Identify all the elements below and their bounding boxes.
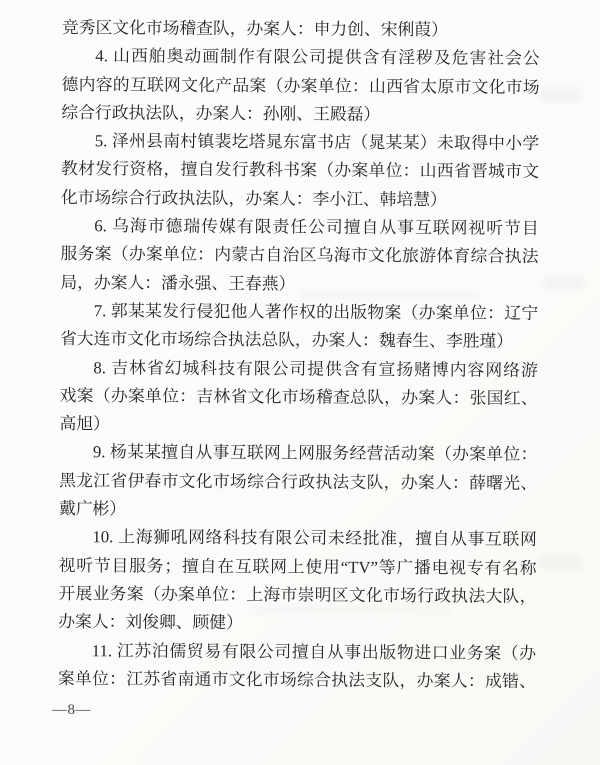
case-line: 综合行政执法队，办案人：孙刚、王殿磊） <box>61 102 381 124</box>
case-line: 7. 郭某某发行侵犯他人著作权的出版物案（办案单位：辽宁 <box>93 301 539 323</box>
case-line: 服务案（办案单位：内蒙古自治区乌海市文化旅游体育综合执法 <box>60 244 539 267</box>
case-line: 开展业务案（办案单位：上海市崇明区文化市场行政执法大队， <box>58 583 537 606</box>
page-number: —8— <box>52 702 91 718</box>
case-line: 省大连市文化市场综合执法总队，办案人：魏春生、李胜瑾） <box>59 329 514 352</box>
case-line: 9. 杨某某擅自从事互联网上网服务经营活动案（办案单位： <box>92 442 538 465</box>
case-line: 11. 江苏泊儒贸易有限公司擅自从事出版物进口业务案（办 <box>91 640 537 663</box>
case-line: 10. 上海狮吼网络科技有限公司未经批准，擅自从事互联网 <box>92 527 537 550</box>
case-line: 化市场综合行政执法队，办案人：李小江、韩培慧） <box>60 187 447 210</box>
case-line: 4. 山西舶奥动画制作有限公司提供含有淫秽及危害社会公 <box>95 46 540 69</box>
case-line: 6. 乌海市德瑞传媒有限责任公司擅自从事互联网视听节目 <box>94 216 539 238</box>
case-line: 5. 泽州县南村镇裴圪塔晁东富书店（晁某某）未取得中小学 <box>94 131 540 154</box>
scan-artifact <box>540 88 582 102</box>
document-text-block <box>58 14 540 696</box>
case-line: 戴广彬） <box>58 499 127 519</box>
case-line: 高旭） <box>59 414 110 434</box>
case-line: 戏案（办案单位：吉林省文化市场稽查总队，办案人：张国红、 <box>59 385 538 408</box>
case-line: 案单位：江苏省南通市文化市场综合执法支队，办案人：成锴、 <box>57 668 536 691</box>
case-line: 视听节目服务；擅自在互联网上使用“TV”等广播电视专有名称 <box>58 555 537 578</box>
case-line: 局，办案人：潘永强、王春燕） <box>60 272 296 294</box>
case-line: 办案人：刘俊卿、顾健） <box>58 612 243 633</box>
scan-artifact <box>540 556 582 569</box>
case-line: 黑龙江省伊春市文化市场综合行政执法支队，办案人：薛曙光、 <box>59 470 538 493</box>
scan-artifact <box>544 276 584 289</box>
case-line: 竞秀区文化市场稽查队，办案人：申力创、宋俐葭） <box>61 17 448 40</box>
case-line: 8. 吉林省幻城科技有限公司提供含有宣扬赌博内容网络游 <box>93 357 538 380</box>
case-line: 教材发行资格，擅自发行教科书案（办案单位：山西省晋城市文 <box>60 159 540 182</box>
case-line: 德内容的互联网文化产品案（办案单位：山西省太原市文化市场 <box>61 74 540 97</box>
